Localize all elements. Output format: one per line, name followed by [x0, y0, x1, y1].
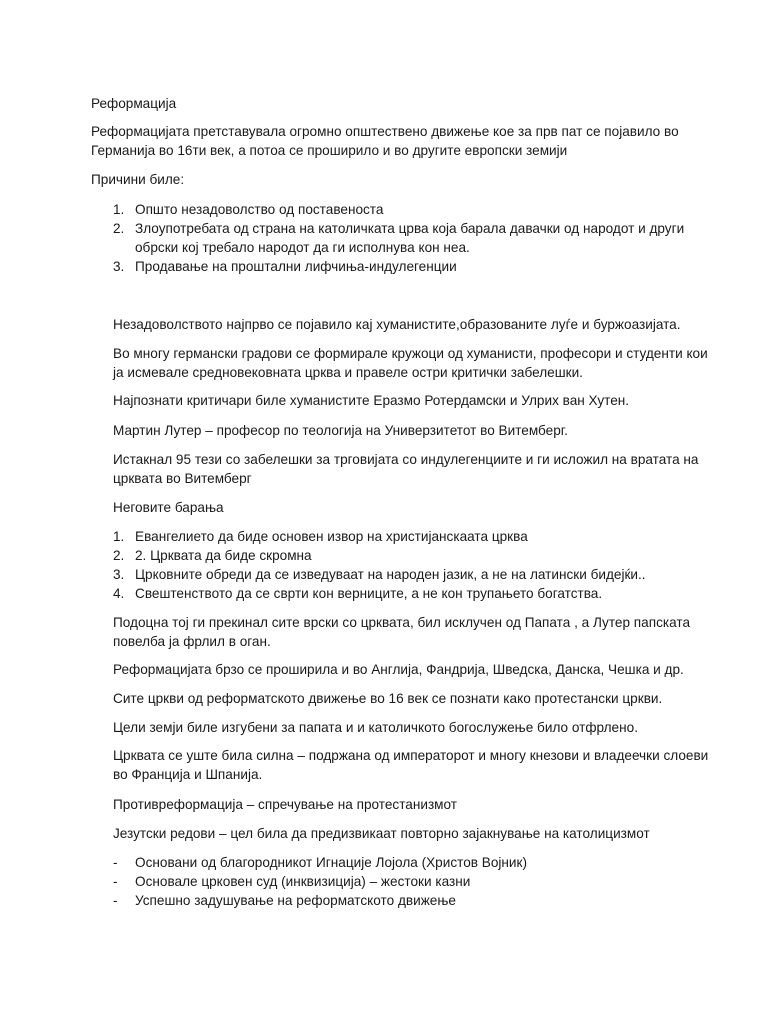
list-marker: 1.	[113, 202, 125, 217]
body-paragraph-line: Најпознати критичари биле хуманистите Еразмо Ротердамски и Улрих ван Хутен.	[113, 393, 630, 408]
intro-line: Германија во 16ти век, а потоа се проширило и во другите европски земији	[91, 143, 568, 158]
list-item-text: Општо незадоволство од поставеноста	[135, 202, 384, 217]
body-paragraph-line: Мартин Лутер – професор по теологија на Универзитетот во Витемберг.	[113, 423, 568, 438]
body-paragraph-line: Противреформација – спречување на протестанизмот	[113, 797, 458, 812]
causes-heading: Причини биле:	[91, 172, 185, 187]
body-paragraph-line: Језутски редови – цел била да предизвикаат повторно зајакнување на католицизмот	[113, 826, 650, 841]
body-paragraph-line: црквата во Витемберг	[113, 471, 252, 486]
body-paragraph-line: Незадоволството најпрво се појавило кај хуманистите,образованите луѓе и буржоазијата.	[113, 317, 681, 332]
list-marker: -	[113, 874, 118, 889]
list-item-text: Свештенството да се сврти кон верниците, а не кон трупањето богатства.	[135, 586, 603, 601]
body-paragraph-line: Истакнал 95 тези со забелешки за трговијата со индулегенциите и ги исложил на вратата на	[113, 452, 699, 467]
list-item-text: Основани од благородникот Игнације Лојола (Христов Војник)	[135, 855, 527, 870]
list-marker: 4.	[113, 586, 125, 601]
body-paragraph-line: Подоцна тој ги прекинал сите врски со црквата, бил исклучен од Папата , а Лутер папската	[113, 615, 691, 630]
body-paragraph-line: ја исмевале средновековната црква и правеле остри критички забелешки.	[113, 365, 583, 380]
list-item-text: Основале црковен суд (инквизиција) – жестоки казни	[135, 874, 471, 889]
list-marker: 2.	[113, 221, 125, 236]
list-marker: 3.	[113, 259, 125, 274]
demands-heading: Неговите барања	[113, 500, 224, 515]
list-item-text: Црковните обреди да се изведуваат на народен јазик, а не на латински бидејќи..	[135, 567, 646, 582]
list-item-text: Продавање на прошталн‌и лифчиња-индулегенции	[135, 259, 457, 274]
body-paragraph-line: Реформацијата брзо се проширила и во Англија, Фандрија, Шведска, Данска, Чешка и др.	[113, 662, 684, 677]
list-item-text: 2. Црквата да биде скромна	[135, 548, 312, 563]
body-paragraph-line: Сите цркви од реформатското движење во 16 век се познати како протестански цркви.	[113, 691, 663, 706]
body-paragraph-line: Црквата се уште била силна – подржана од императорот и многу кнезови и владеечки слоеви	[113, 748, 709, 763]
list-marker: 1.	[113, 529, 125, 544]
document-title: Реформација	[91, 96, 177, 111]
intro-line: Реформацијата претставувала огромно општествено движење кое за прв пат се појавило во	[91, 124, 679, 139]
list-marker: 3.	[113, 567, 125, 582]
body-paragraph-line: Во многу германски градови се формирале кружоци од хуманисти, професори и студенти кои	[113, 346, 708, 361]
body-paragraph-line: повелба ја фрлил в оган.	[113, 634, 271, 649]
cause-continuation-line: обрски кој требало народот да ги исполнува кон неа.	[135, 240, 470, 255]
list-item-text: Успешно задушување на реформатското движење	[135, 893, 456, 908]
body-paragraph-line: Цели земји биле изгубени за папата и и католичкото богослужење било отфрлено.	[113, 720, 638, 735]
list-marker: -	[113, 855, 118, 870]
body-paragraph-line: во Франција и Шпанија.	[113, 767, 263, 782]
list-marker: -	[113, 893, 118, 908]
list-item-text: Злоупотребата од страна на католичката црва која барала давачки од народот и други	[135, 221, 685, 236]
list-item-text: Евангелието да биде основен извор на христијанскаата црква	[135, 529, 528, 544]
list-marker: 2.	[113, 548, 125, 563]
